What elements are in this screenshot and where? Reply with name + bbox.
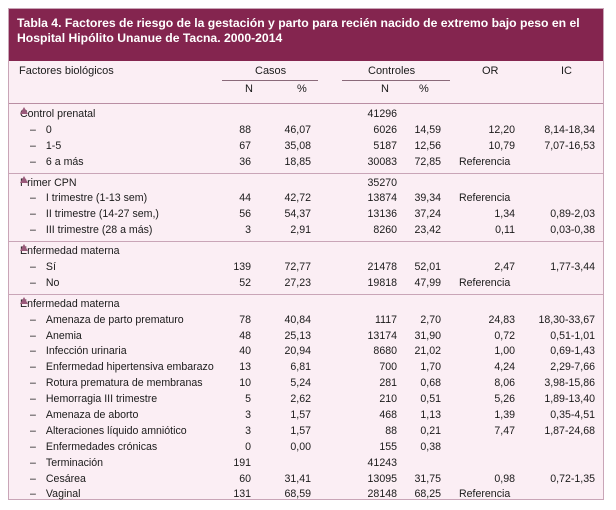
ic-value: 1,89-13,40 [544, 393, 595, 406]
controles-pct: 21,02 [414, 345, 441, 358]
ic-value: 7,07-16,53 [544, 139, 595, 152]
or-value: Referencia [459, 155, 511, 168]
controles-pct: 1,13 [420, 409, 441, 422]
casos-pct: 1,57 [290, 424, 311, 437]
or-value: 0,72 [494, 329, 515, 342]
table-row [9, 472, 603, 488]
header-casos-n: N [245, 83, 253, 95]
controles-n: 28148 [367, 488, 397, 501]
row-label [30, 360, 214, 376]
casos-n: 0 [245, 440, 251, 453]
group-separator [9, 173, 603, 174]
or-value: Referencia [459, 192, 511, 205]
casos-pct: 20,94 [284, 345, 311, 358]
or-value: Referencia [459, 488, 511, 501]
row-label-text: Hemorragia III trimestre [45, 393, 158, 406]
controles-n: 8680 [373, 345, 397, 358]
casos-pct: 2,62 [290, 393, 311, 406]
casos-pct: 1,57 [290, 409, 311, 422]
row-label [30, 123, 52, 139]
casos-n: 60 [239, 472, 251, 485]
casos-n: 40 [239, 345, 251, 358]
row-label [30, 155, 84, 171]
controles-n: 13874 [367, 192, 397, 205]
casos-n: 56 [239, 208, 251, 221]
or-value: 7,47 [494, 424, 515, 437]
casos-pct: 72,77 [284, 261, 311, 274]
casos-n: 78 [239, 313, 251, 326]
ic-value: 1,77-3,44 [550, 261, 595, 274]
controles-pct: 31,75 [414, 472, 441, 485]
row-label [30, 408, 138, 424]
casos-pct: 0,00 [290, 440, 311, 453]
group-separator [9, 241, 603, 242]
controles-n: 88 [385, 424, 397, 437]
table-title: Tabla 4. Factores de riesgo de la gestación y parto para recién nacido de extremo bajo peso en el Hospital Hipólito Unanue de Tacna. 2000-2014 [9, 9, 603, 61]
triangle-bullet-icon [20, 107, 28, 114]
group-row [9, 297, 603, 313]
dash-marker: – [30, 313, 36, 326]
dash-marker: – [30, 393, 36, 406]
row-label-text: Amenaza de aborto [45, 409, 139, 422]
controles-pct: 12,56 [414, 139, 441, 152]
casos-n: 3 [245, 409, 251, 422]
row-label [30, 139, 61, 155]
casos-n: 3 [245, 224, 251, 237]
ic-value: 0,35-4,51 [550, 409, 595, 422]
table-row [9, 440, 603, 456]
row-label [30, 424, 187, 440]
casos-pct: 27,23 [284, 276, 311, 289]
group-label-text: Primer CPN [20, 176, 77, 189]
row-label [30, 440, 157, 456]
row-label-text: Terminación [45, 456, 104, 469]
controles-pct: 39,34 [414, 192, 441, 205]
row-label [30, 223, 152, 239]
dash-marker: – [30, 345, 36, 358]
row-label-text: 1-5 [45, 139, 62, 152]
table-row [9, 123, 603, 139]
casos-pct: 46,07 [284, 123, 311, 136]
casos-pct: 40,84 [284, 313, 311, 326]
controles-pct: 0,21 [420, 424, 441, 437]
casos-pct: 68,59 [284, 488, 311, 501]
row-label-text: I trimestre (1-13 sem) [45, 192, 148, 205]
casos-pct: 2,91 [290, 224, 311, 237]
row-label [30, 329, 82, 345]
ic-value: 0,89-2,03 [550, 208, 595, 221]
controles-n: 13136 [367, 208, 397, 221]
casos-n: 191 [233, 456, 251, 469]
group-label-text: Enfermedad materna [20, 245, 120, 258]
or-value: 0,98 [494, 472, 515, 485]
dash-marker: – [30, 361, 36, 374]
table-row [9, 276, 603, 292]
casos-n: 13 [239, 361, 251, 374]
dash-marker: – [30, 208, 36, 221]
controles-n: 1117 [375, 313, 397, 326]
controles-pct: 2,70 [420, 313, 441, 326]
controles-pct: 1,70 [420, 361, 441, 374]
controles-pct: 68,25 [414, 488, 441, 501]
controles-n: 30083 [367, 155, 397, 168]
controles-pct: 31,90 [414, 329, 441, 342]
or-value: Referencia [459, 276, 511, 289]
table-row [9, 260, 603, 276]
group-controles-n: 35270 [367, 176, 397, 189]
table-row [9, 139, 603, 155]
row-label-text: Infección urinaria [45, 345, 127, 358]
controles-pct: 23,42 [414, 224, 441, 237]
dash-marker: – [30, 472, 36, 485]
group-controles-n: 41296 [367, 108, 397, 120]
group-label [20, 107, 95, 123]
table-row [9, 207, 603, 223]
row-label [30, 392, 157, 408]
casos-pct: 18,85 [284, 155, 311, 168]
row-label-text: 0 [45, 123, 52, 136]
controles-n: 5187 [373, 139, 397, 152]
row-label [30, 191, 147, 207]
or-value: 1,34 [494, 208, 515, 221]
table-row [9, 456, 603, 472]
controles-n: 13095 [367, 472, 397, 485]
header-casos-pct: % [297, 83, 307, 95]
row-label-text: Anemia [45, 329, 82, 342]
ic-value: 18,30-33,67 [538, 313, 595, 326]
row-label [30, 313, 184, 329]
controles-n: 41243 [367, 456, 397, 469]
group-label-text: Control prenatal [20, 108, 96, 120]
ic-value: 3,98-15,86 [544, 377, 595, 390]
triangle-bullet-icon [20, 297, 28, 304]
dash-marker: – [30, 409, 36, 422]
table-row [9, 223, 603, 239]
group-row [9, 107, 603, 123]
ic-value: 0,51-1,01 [550, 329, 595, 342]
dash-marker: – [30, 139, 36, 152]
row-label-text: Cesárea [45, 472, 86, 485]
table-row [9, 376, 603, 392]
controles-n: 13174 [367, 329, 397, 342]
header-controles: Controles [368, 65, 416, 77]
casos-pct: 42,72 [284, 192, 311, 205]
row-label-text: Rotura prematura de membranas [45, 377, 203, 390]
casos-pct: 25,13 [284, 329, 311, 342]
header-controles-n: N [381, 83, 389, 95]
casos-n: 139 [233, 261, 251, 274]
controles-n: 21478 [367, 261, 397, 274]
or-value: 2,47 [494, 261, 515, 274]
controles-pct: 72,85 [414, 155, 441, 168]
dash-marker: – [30, 192, 36, 205]
dash-marker: – [30, 488, 36, 501]
controles-pct: 37,24 [414, 208, 441, 221]
row-label [30, 376, 203, 392]
controles-n: 281 [379, 377, 397, 390]
controles-pct: 52,01 [414, 261, 441, 274]
or-value: 1,39 [494, 409, 515, 422]
controles-n: 8260 [373, 224, 397, 237]
group-label [20, 297, 120, 313]
row-label-text: Amenaza de parto prematuro [45, 313, 184, 326]
or-value: 5,26 [494, 393, 515, 406]
casos-n: 44 [239, 192, 251, 205]
controles-pct: 0,51 [420, 393, 441, 406]
dash-marker: – [30, 276, 36, 289]
group-label [20, 176, 77, 192]
casos-n: 88 [239, 123, 251, 136]
row-label-text: Sí [45, 261, 56, 274]
casos-n: 131 [233, 488, 251, 501]
dash-marker: – [30, 424, 36, 437]
table-row [9, 360, 603, 376]
ic-value: 0,72-1,35 [550, 472, 595, 485]
row-label [30, 487, 80, 503]
header-casos: Casos [255, 65, 287, 77]
or-value: 0,11 [495, 224, 515, 237]
row-label-text: Alteraciones líquido amniótico [45, 424, 187, 437]
controles-pct: 47,99 [414, 276, 441, 289]
dash-marker: – [30, 261, 36, 274]
table-body [9, 104, 603, 503]
controles-n: 468 [379, 409, 397, 422]
casos-n: 67 [239, 139, 251, 152]
triangle-bullet-icon [20, 176, 28, 183]
table-row [9, 329, 603, 345]
header-factores: Factores biológicos [19, 65, 114, 77]
row-label-text: Enfermedades crónicas [45, 440, 158, 453]
controles-n: 6026 [373, 123, 397, 136]
controles-n: 700 [379, 361, 397, 374]
dash-marker: – [30, 155, 36, 168]
controles-n: 210 [379, 393, 397, 406]
row-label-text: Vaginal [45, 488, 81, 501]
casos-pct: 54,37 [284, 208, 311, 221]
or-value: 4,24 [494, 361, 515, 374]
or-value: 10,79 [488, 139, 515, 152]
header-controles-pct: % [419, 83, 429, 95]
controles-n: 155 [379, 440, 397, 453]
dash-marker: – [30, 377, 36, 390]
casos-n: 3 [245, 424, 251, 437]
casos-n: 36 [239, 155, 251, 168]
dash-marker: – [30, 440, 36, 453]
table-row [9, 392, 603, 408]
table-row [9, 424, 603, 440]
group-separator [9, 294, 603, 295]
controles-pct: 0,68 [420, 377, 441, 390]
or-value: 12,20 [488, 123, 515, 136]
row-label-text: Enfermedad hipertensiva embarazo [45, 361, 214, 374]
header-or: OR [482, 65, 499, 77]
casos-pct: 5,24 [290, 377, 311, 390]
table-row [9, 487, 603, 503]
controles-pct: 14,59 [414, 123, 441, 136]
row-label [30, 344, 127, 360]
row-label-text: II trimestre (14-27 sem,) [45, 208, 159, 221]
group-label [20, 244, 120, 260]
ic-value: 1,87-24,68 [544, 424, 595, 437]
table-row [9, 344, 603, 360]
table-header [9, 61, 603, 104]
controles-n: 19818 [367, 276, 397, 289]
table-frame [8, 8, 604, 500]
ic-value: 8,14-18,34 [544, 123, 595, 136]
ic-value: 0,69-1,43 [550, 345, 595, 358]
dash-marker: – [30, 329, 36, 342]
table-row [9, 155, 603, 171]
casos-rule [222, 80, 318, 81]
group-label-text: Enfermedad materna [20, 297, 120, 310]
triangle-bullet-icon [20, 244, 28, 251]
table-row [9, 191, 603, 207]
dash-marker: – [30, 123, 36, 136]
row-label-text: III trimestre (28 a más) [45, 224, 153, 237]
row-label [30, 276, 59, 292]
header-ic: IC [561, 65, 572, 77]
casos-n: 48 [239, 329, 251, 342]
or-value: 1,00 [494, 345, 515, 358]
row-label [30, 456, 103, 472]
row-label [30, 472, 86, 488]
dash-marker: – [30, 456, 36, 469]
row-label [30, 260, 56, 276]
row-label-text: No [45, 276, 60, 289]
casos-pct: 6,81 [290, 361, 311, 374]
controles-pct: 0,38 [420, 440, 441, 453]
casos-n: 52 [239, 276, 251, 289]
ic-value: 0,03-0,38 [550, 224, 595, 237]
or-value: 24,83 [488, 313, 515, 326]
casos-pct: 35,08 [284, 139, 311, 152]
controles-rule [342, 80, 450, 81]
ic-value: 2,29-7,66 [550, 361, 595, 374]
group-row [9, 244, 603, 260]
table-row [9, 408, 603, 424]
or-value: 8,06 [494, 377, 515, 390]
casos-n: 5 [245, 393, 251, 406]
casos-pct: 31,41 [284, 472, 311, 485]
group-row [9, 176, 603, 192]
row-label-text: 6 a más [45, 155, 84, 168]
row-label [30, 207, 159, 223]
table-row [9, 313, 603, 329]
dash-marker: – [30, 224, 36, 237]
casos-n: 10 [239, 377, 251, 390]
